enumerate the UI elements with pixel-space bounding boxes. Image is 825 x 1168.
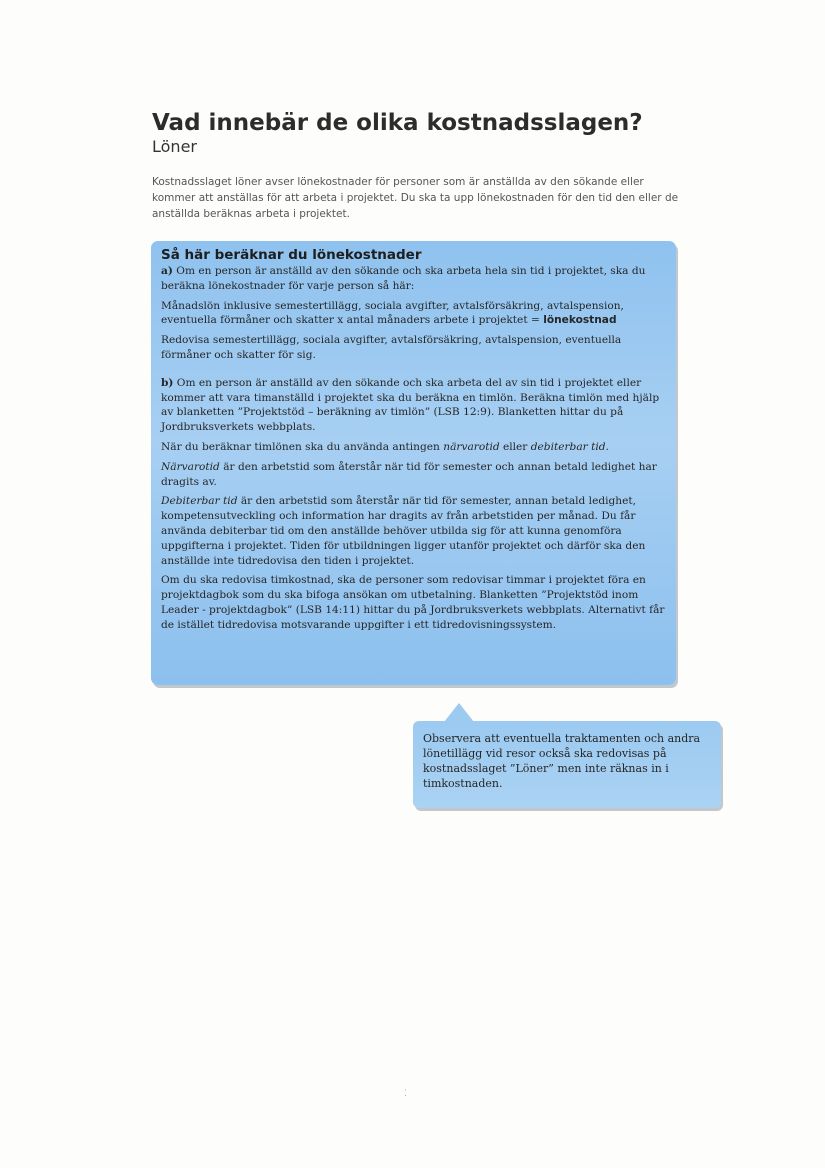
hourly-rate-pre: När du beräknar timlönen ska du använda antingen <box>161 440 444 453</box>
billable-time-paragraph <box>161 494 667 568</box>
billable-time-term: Debiterbar tid <box>161 495 238 508</box>
info-box-heading: Så här beräknar du lönekostnader <box>161 247 422 263</box>
hourly-rate-mid: eller <box>499 440 531 453</box>
intro-paragraph: Kostnadsslaget löner avser lönekostnader för personer som är anställda av den sökande eller kommer att anställas för att arbeta i projektet. Du ska ta upp lönekostnaden för den tid den eller de anställda beräknas arbeta i projektet. <box>152 175 679 220</box>
option-a-paragraph <box>161 264 667 294</box>
billable-time-text: är den arbetstid som återstår när tid för semester, annan betald ledighet, kompetensutveckling och information har dragits av från arbetstiden per månad. Du får använda debiterbar tid om den anställde behöver utbilda sig för att kunna genomföra uppgifterna i projektet. Tiden för utbildningen ligger utanför projektet och därför ska den anställde inte tidredovisa den tiden i projektet. <box>161 495 646 567</box>
info-box-body <box>161 264 667 633</box>
page-footer-mark: ⁚ <box>404 1089 407 1099</box>
project-diary-paragraph: Om du ska redovisa timkostnad, ska de personer som redovisar timmar i projektet föra en projektdagbok som du ska bifoga ansökan om utbetalning. Blanketten ”Projektstöd inom Leader - projektdagbok” (LSB 14:11) hittar du på Jordbruksverkets webbplats. Alternativt får de istället tidredovisa motsvarande uppgifter i ett tidredovisningssystem. <box>161 574 665 631</box>
hourly-rate-paragraph <box>161 440 667 455</box>
formula-paragraph <box>161 299 667 329</box>
hourly-term-billable: debiterbar tid. <box>530 440 609 453</box>
section-title: Löner <box>152 137 197 156</box>
option-b-label: b) <box>161 376 174 389</box>
page-title: Vad innebär de olika kostnadsslagen? <box>152 110 643 137</box>
calculation-info-box <box>151 241 676 685</box>
formula-text: Månadslön inklusive semestertillägg, sociala avgifter, avtalsförsäkring, avtalspension, eventuella förmåner och skatter x antal månaders arbete i projektet = <box>161 299 624 327</box>
presence-time-term: Närvarotid <box>161 460 220 473</box>
report-separately-paragraph: Redovisa semestertillägg, sociala avgifter, avtalsförsäkring, avtalspension, eventuella förmåner och skatter för sig. <box>161 334 622 361</box>
note-pointer-arrow <box>444 703 474 722</box>
presence-time-paragraph <box>161 460 667 490</box>
option-b-paragraph <box>161 376 667 435</box>
option-a-text: Om en person är anställd av den sökande och ska arbeta hela sin tid i projektet, ska du beräkna lönekostnader för varje person så här: <box>161 265 646 292</box>
option-a-label: a) <box>161 265 173 277</box>
formula-result: lönekostnad <box>543 314 617 327</box>
presence-time-text: är den arbetstid som återstår när tid för semester och annan betald ledighet har dragits av. <box>161 460 657 488</box>
hourly-term-presence: närvarotid <box>443 440 500 453</box>
note-text: Observera att eventuella traktamenten och andra lönetillägg vid resor också ska redovisas på kostnadsslaget ”Löner” men inte räknas in i timkostnaden. <box>423 732 701 790</box>
note-box <box>413 721 721 808</box>
option-b-text: Om en person är anställd av den sökande och ska arbeta del av sin tid i projektet eller kommer att vara timanställd i projektet ska du beräkna en timlön. Beräkna timlön med hjälp av blanketten ”Projektstöd – beräkning av timlön” (LSB 12:9). Blanketten hittar du på Jordbruksverkets webbplats. <box>161 376 660 434</box>
